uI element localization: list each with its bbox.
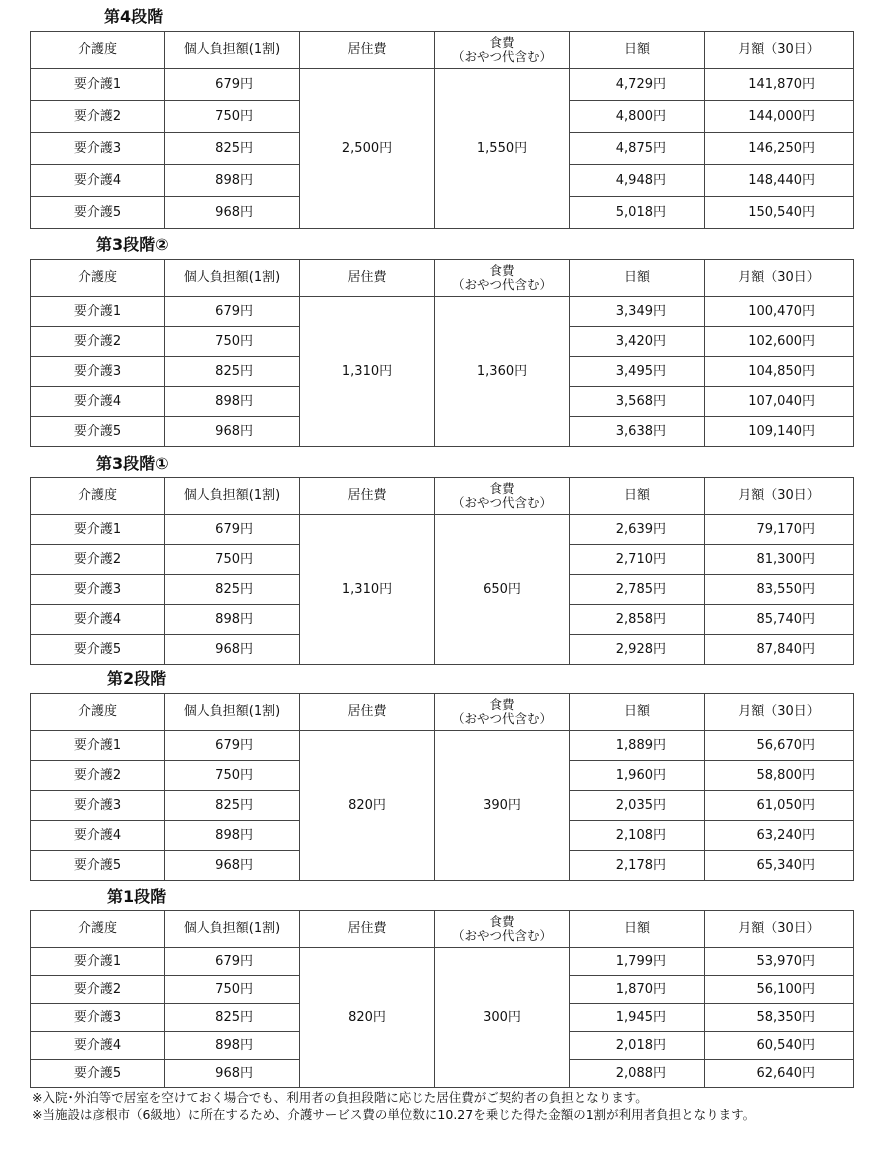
monthly-amount-cell: 53,970円 — [705, 948, 854, 976]
daily-amount-cell: 4,875円 — [570, 133, 705, 165]
personal-burden-cell: 750円 — [165, 761, 300, 791]
personal-burden-cell: 750円 — [165, 545, 300, 575]
daily-amount-cell: 1,960円 — [570, 761, 705, 791]
header-monthly: 月額（30日） — [705, 32, 854, 69]
table-header-row — [31, 911, 854, 948]
monthly-amount-cell: 81,300円 — [705, 545, 854, 575]
monthly-amount-cell: 85,740円 — [705, 605, 854, 635]
care-level-cell: 要介護2 — [31, 101, 165, 133]
personal-burden-cell: 898円 — [165, 605, 300, 635]
care-level-cell: 要介護2 — [31, 976, 165, 1004]
monthly-amount-cell: 109,140円 — [705, 417, 854, 447]
monthly-amount-cell: 62,640円 — [705, 1060, 854, 1088]
care-level-cell: 要介護3 — [31, 133, 165, 165]
fee-table — [30, 477, 854, 665]
personal-burden-cell: 825円 — [165, 357, 300, 387]
personal-burden-cell: 825円 — [165, 133, 300, 165]
personal-burden-cell: 679円 — [165, 948, 300, 976]
residence-cell: 1,310円 — [300, 297, 435, 447]
personal-burden-cell: 679円 — [165, 297, 300, 327]
header-food-sub: （おやつ代含む） — [451, 495, 552, 510]
care-level-cell: 要介護1 — [31, 69, 165, 101]
header-monthly: 月額（30日） — [705, 911, 854, 948]
food-cell: 390円 — [435, 731, 570, 881]
header-food-sub: （おやつ代含む） — [451, 928, 552, 943]
care-level-cell: 要介護5 — [31, 635, 165, 665]
header-residence: 居住費 — [300, 260, 435, 297]
care-level-cell: 要介護4 — [31, 387, 165, 417]
daily-amount-cell: 2,088円 — [570, 1060, 705, 1088]
header-food — [435, 478, 570, 515]
personal-burden-cell: 968円 — [165, 635, 300, 665]
care-level-cell: 要介護2 — [31, 327, 165, 357]
table-header-row — [31, 260, 854, 297]
daily-amount-cell: 4,800円 — [570, 101, 705, 133]
daily-amount-cell: 2,785円 — [570, 575, 705, 605]
monthly-amount-cell: 104,850円 — [705, 357, 854, 387]
personal-burden-cell: 968円 — [165, 851, 300, 881]
residence-cell: 2,500円 — [300, 69, 435, 229]
care-level-cell: 要介護2 — [31, 761, 165, 791]
personal-burden-cell: 968円 — [165, 1060, 300, 1088]
monthly-amount-cell: 100,470円 — [705, 297, 854, 327]
daily-amount-cell: 5,018円 — [570, 197, 705, 229]
monthly-amount-cell: 146,250円 — [705, 133, 854, 165]
personal-burden-cell: 898円 — [165, 387, 300, 417]
monthly-amount-cell: 56,100円 — [705, 976, 854, 1004]
table-row — [31, 731, 854, 761]
food-cell: 300円 — [435, 948, 570, 1088]
header-food — [435, 260, 570, 297]
monthly-amount-cell: 60,540円 — [705, 1032, 854, 1060]
header-monthly: 月額（30日） — [705, 694, 854, 731]
header-daily: 日額 — [570, 478, 705, 515]
header-food-sub: （おやつ代含む） — [451, 711, 552, 726]
header-residence: 居住費 — [300, 32, 435, 69]
daily-amount-cell: 3,495円 — [570, 357, 705, 387]
personal-burden-cell: 898円 — [165, 165, 300, 197]
note-2: ※当施設は彦根市（6級地）に所在するため、介護サービス費の単位数に10.27を乗じた得た金額の1割が利用者負担となります。 — [32, 1107, 756, 1122]
header-food-label: 食費 — [489, 481, 515, 496]
daily-amount-cell: 1,945円 — [570, 1004, 705, 1032]
header-food-sub: （おやつ代含む） — [451, 277, 552, 292]
care-level-cell: 要介護3 — [31, 1004, 165, 1032]
monthly-amount-cell: 63,240円 — [705, 821, 854, 851]
care-level-cell: 要介護5 — [31, 851, 165, 881]
header-daily: 日額 — [570, 260, 705, 297]
table-header-row — [31, 478, 854, 515]
personal-burden-cell: 750円 — [165, 327, 300, 357]
personal-burden-cell: 750円 — [165, 976, 300, 1004]
food-cell: 650円 — [435, 515, 570, 665]
monthly-amount-cell: 56,670円 — [705, 731, 854, 761]
monthly-amount-cell: 107,040円 — [705, 387, 854, 417]
care-level-cell: 要介護4 — [31, 1032, 165, 1060]
header-monthly: 月額（30日） — [705, 478, 854, 515]
daily-amount-cell: 4,729円 — [570, 69, 705, 101]
personal-burden-cell: 750円 — [165, 101, 300, 133]
monthly-amount-cell: 87,840円 — [705, 635, 854, 665]
header-personal-burden: 個人負担額(1割) — [165, 911, 300, 948]
daily-amount-cell: 2,710円 — [570, 545, 705, 575]
care-level-cell: 要介護1 — [31, 515, 165, 545]
care-level-cell: 要介護1 — [31, 731, 165, 761]
care-level-cell: 要介護4 — [31, 605, 165, 635]
daily-amount-cell: 2,928円 — [570, 635, 705, 665]
header-personal-burden: 個人負担額(1割) — [165, 694, 300, 731]
care-level-cell: 要介護1 — [31, 948, 165, 976]
daily-amount-cell: 1,889円 — [570, 731, 705, 761]
header-residence: 居住費 — [300, 694, 435, 731]
section-title: 第3段階② — [96, 235, 169, 254]
header-food-sub: （おやつ代含む） — [451, 49, 552, 64]
header-food-label: 食費 — [489, 697, 515, 712]
residence-cell: 820円 — [300, 948, 435, 1088]
header-care-level: 介護度 — [31, 911, 165, 948]
care-level-cell: 要介護2 — [31, 545, 165, 575]
monthly-amount-cell: 102,600円 — [705, 327, 854, 357]
section-title: 第1段階 — [107, 887, 167, 906]
daily-amount-cell: 3,349円 — [570, 297, 705, 327]
food-cell: 1,550円 — [435, 69, 570, 229]
header-food-label: 食費 — [489, 914, 515, 929]
fee-table — [30, 31, 854, 229]
care-level-cell: 要介護3 — [31, 791, 165, 821]
header-daily: 日額 — [570, 32, 705, 69]
header-personal-burden: 個人負担額(1割) — [165, 32, 300, 69]
daily-amount-cell: 3,638円 — [570, 417, 705, 447]
daily-amount-cell: 2,108円 — [570, 821, 705, 851]
fee-table — [30, 259, 854, 447]
monthly-amount-cell: 79,170円 — [705, 515, 854, 545]
header-daily: 日額 — [570, 911, 705, 948]
daily-amount-cell: 1,799円 — [570, 948, 705, 976]
daily-amount-cell: 2,178円 — [570, 851, 705, 881]
daily-amount-cell: 2,035円 — [570, 791, 705, 821]
care-level-cell: 要介護4 — [31, 165, 165, 197]
monthly-amount-cell: 65,340円 — [705, 851, 854, 881]
care-level-cell: 要介護5 — [31, 417, 165, 447]
section-title: 第3段階① — [96, 454, 169, 473]
monthly-amount-cell: 58,800円 — [705, 761, 854, 791]
personal-burden-cell: 898円 — [165, 1032, 300, 1060]
header-food-label: 食費 — [489, 35, 515, 50]
fee-table — [30, 910, 854, 1088]
monthly-amount-cell: 61,050円 — [705, 791, 854, 821]
monthly-amount-cell: 83,550円 — [705, 575, 854, 605]
care-level-cell: 要介護4 — [31, 821, 165, 851]
care-level-cell: 要介護1 — [31, 297, 165, 327]
header-care-level: 介護度 — [31, 694, 165, 731]
daily-amount-cell: 3,568円 — [570, 387, 705, 417]
care-level-cell: 要介護5 — [31, 1060, 165, 1088]
note-1: ※入院･外泊等で居室を空けておく場合でも、利用者の負担段階に応じた居住費がご契約者の負担となります。 — [32, 1090, 648, 1105]
personal-burden-cell: 825円 — [165, 791, 300, 821]
table-row — [31, 948, 854, 976]
care-level-cell: 要介護5 — [31, 197, 165, 229]
table-row — [31, 515, 854, 545]
daily-amount-cell: 2,858円 — [570, 605, 705, 635]
table-row — [31, 69, 854, 101]
daily-amount-cell: 2,018円 — [570, 1032, 705, 1060]
personal-burden-cell: 825円 — [165, 575, 300, 605]
daily-amount-cell: 2,639円 — [570, 515, 705, 545]
table-header-row — [31, 694, 854, 731]
header-daily: 日額 — [570, 694, 705, 731]
header-care-level: 介護度 — [31, 32, 165, 69]
notes — [32, 1089, 755, 1123]
residence-cell: 820円 — [300, 731, 435, 881]
header-food — [435, 32, 570, 69]
care-level-cell: 要介護3 — [31, 575, 165, 605]
section-title: 第2段階 — [107, 669, 167, 688]
table-row — [31, 297, 854, 327]
personal-burden-cell: 968円 — [165, 197, 300, 229]
header-care-level: 介護度 — [31, 260, 165, 297]
personal-burden-cell: 898円 — [165, 821, 300, 851]
header-residence: 居住費 — [300, 911, 435, 948]
header-food-label: 食費 — [489, 263, 515, 278]
personal-burden-cell: 679円 — [165, 515, 300, 545]
daily-amount-cell: 4,948円 — [570, 165, 705, 197]
header-residence: 居住費 — [300, 478, 435, 515]
section-title: 第4段階 — [104, 7, 164, 26]
daily-amount-cell: 1,870円 — [570, 976, 705, 1004]
header-personal-burden: 個人負担額(1割) — [165, 478, 300, 515]
care-level-cell: 要介護3 — [31, 357, 165, 387]
header-care-level: 介護度 — [31, 478, 165, 515]
monthly-amount-cell: 150,540円 — [705, 197, 854, 229]
monthly-amount-cell: 144,000円 — [705, 101, 854, 133]
food-cell: 1,360円 — [435, 297, 570, 447]
personal-burden-cell: 679円 — [165, 69, 300, 101]
monthly-amount-cell: 148,440円 — [705, 165, 854, 197]
daily-amount-cell: 3,420円 — [570, 327, 705, 357]
table-header-row — [31, 32, 854, 69]
monthly-amount-cell: 58,350円 — [705, 1004, 854, 1032]
header-food — [435, 694, 570, 731]
header-personal-burden: 個人負担額(1割) — [165, 260, 300, 297]
residence-cell: 1,310円 — [300, 515, 435, 665]
personal-burden-cell: 679円 — [165, 731, 300, 761]
header-food — [435, 911, 570, 948]
personal-burden-cell: 968円 — [165, 417, 300, 447]
monthly-amount-cell: 141,870円 — [705, 69, 854, 101]
personal-burden-cell: 825円 — [165, 1004, 300, 1032]
header-monthly: 月額（30日） — [705, 260, 854, 297]
fee-table — [30, 693, 854, 881]
